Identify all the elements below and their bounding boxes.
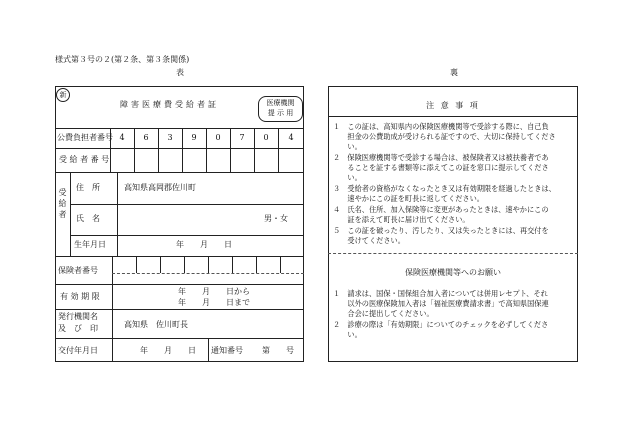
new-mark: 新 — [56, 88, 70, 102]
stamp-line2: 提 示 用 — [267, 109, 294, 117]
front-label: 表 — [176, 68, 184, 77]
stamp-line1: 医療機関 — [266, 99, 295, 107]
burden-digit: 4 — [119, 133, 125, 142]
birth-value: 年 月 日 — [176, 240, 232, 249]
caution-line: ４ 氏名、住所、加入保険等に変更があったときは、速やかにこの — [333, 205, 549, 214]
card-title: 障害医療費受給者証 — [120, 100, 219, 109]
caution-line: １ この証は、高知県内の保険医療機関等で受診する際に、自己負 — [333, 122, 549, 131]
burden-digit: 7 — [239, 133, 245, 142]
form-id: 様式第３号の２(第２条、第３条関係) — [55, 55, 190, 64]
caution-line: ３ 受給者の資格がなくなったとき又は有効期限を経過したときは、 — [333, 184, 556, 193]
caution-line: ２ 保険医療機関等で受診する場合は、被保険者又は被扶養者であ — [333, 153, 549, 162]
burden-no-label: 公費負担者番号 — [57, 133, 113, 142]
notice-no-label: 通知番号 — [211, 346, 243, 355]
request-line: 合会に提出してください。 — [333, 309, 434, 318]
recipient-group-label: 受給者 — [58, 188, 67, 221]
request-line: １ 請求は、国保・国保組合加入者については併用レセプト、それ — [333, 289, 548, 298]
caution-line: い。 — [333, 142, 362, 151]
burden-digit: 6 — [143, 133, 149, 142]
validity-label: 有 効 期 限 — [60, 292, 100, 301]
issuer-label2: 及 び 印 — [58, 324, 98, 333]
caution-line: 証を添えて町長に届け出てください。 — [333, 215, 470, 224]
address-value: 高知県高岡郡佐川町 — [124, 183, 196, 192]
request-title: 保険医療機関等へのお願い — [405, 268, 501, 277]
name-label: 氏 名 — [76, 214, 100, 223]
request-line: 以外の医療保険加入者は「福祉医療費請求書」で高知県国保連 — [333, 299, 549, 308]
caution-line: い。 — [333, 173, 362, 182]
caution-line: ることを証する書類等に添えてこの証を窓口に提示してくださ — [333, 163, 549, 172]
burden-digit: 0 — [263, 133, 269, 142]
issue-date-value: 年 月 日 — [140, 346, 196, 355]
birth-label: 生年月日 — [74, 240, 106, 249]
issuer-value: 高知県 佐川町長 — [124, 320, 188, 329]
burden-digit: 0 — [215, 133, 221, 142]
address-label: 住 所 — [76, 183, 100, 192]
issuer-label1: 発行機関名 — [58, 312, 98, 321]
burden-digit: 4 — [288, 133, 294, 142]
caution-line: ５ この証を破ったり、汚したり、又は失ったときには、再交付を — [333, 226, 549, 235]
notice-no-suffix: 第 号 — [262, 346, 294, 355]
caution-line: 速やかにこの証を町長に返してください。 — [333, 194, 484, 203]
back-label: 裏 — [450, 68, 458, 77]
issue-date-label: 交付年月日 — [58, 346, 98, 355]
request-line: い。 — [333, 330, 362, 339]
insurer-no-label: 保険者番号 — [58, 266, 98, 275]
burden-digit: 9 — [191, 133, 197, 142]
validity-from: 年 月 日から — [178, 287, 250, 296]
request-line: ２ 診療の際は「有効期限」についてのチェックを必ずしてくださ — [333, 320, 549, 329]
caution-line: 受けてください。 — [333, 236, 405, 245]
caution-title: 注 意 事 項 — [426, 101, 480, 110]
sex-value: 男・女 — [264, 214, 288, 223]
medical-presentation-stamp — [258, 96, 303, 122]
recipient-no-label: 受 給 者 番 号 — [59, 155, 110, 164]
burden-digit: 3 — [167, 133, 173, 142]
validity-to: 年 月 日まで — [178, 298, 250, 307]
caution-line: 担金の公費助成が受けられる証ですので、大切に保持してくださ — [333, 132, 556, 141]
